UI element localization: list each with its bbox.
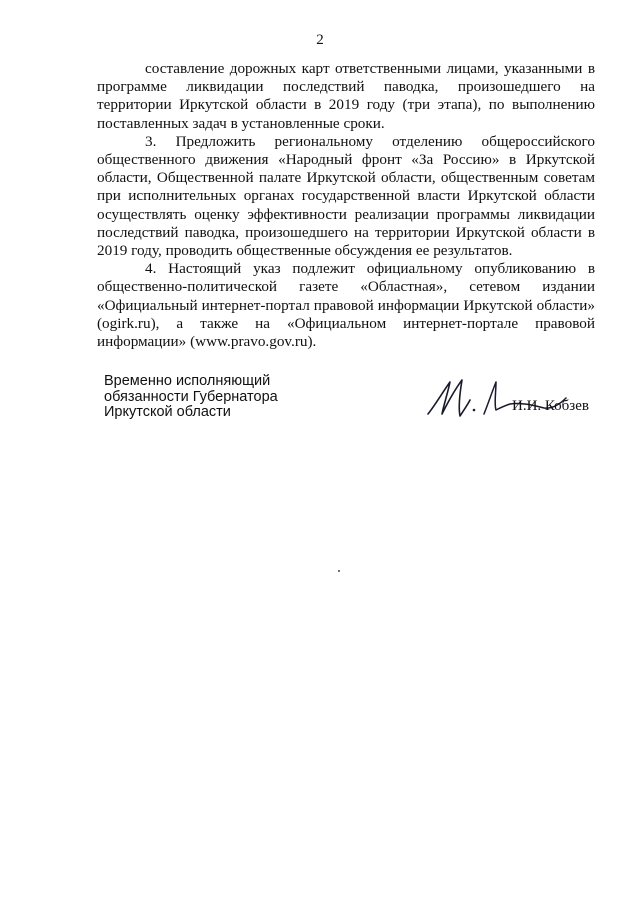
paragraph-item-3: 3. Предложить региональному отделению общероссийского общественного движения «Народный фронт «За Россию» в Иркутской области, Общественной палате Иркутской области, общественным советам при исполнительных органах государственной власти Иркутской области осуществлять оценку эффективности реализации программы ликвидации последствий паводка, произошедшего на территории Иркутской области в 2019 году, проводить общественные обсуждения ее результатов.	[97, 132, 595, 260]
signatory-title-line: Временно исполняющий	[104, 373, 271, 389]
page-number: 2	[316, 32, 324, 48]
paragraph-continuation: составление дорожных карт ответственными лицами, указанными в программе ликвидации последствий паводка, произошедшего на территории Иркутской области в 2019 году (три этапа), по выполнению поставленных задач в установленные сроки.	[97, 60, 595, 132]
scan-speck	[338, 570, 340, 572]
paragraph-item-4: 4. Настоящий указ подлежит официальному опубликованию в общественно-политической газете «Областная», сетевом издании «Официальный интернет-портал правовой информации Иркутской области» (ogirk.ru), а также на «Официальном интернет-портале правовой информации» (www.pravo.gov.ru).	[97, 260, 595, 351]
signatory-title-line: обязанности Губернатора	[104, 388, 278, 405]
document-body	[97, 60, 595, 351]
signatory-title	[104, 374, 278, 421]
signatory-name: И.И. Кобзев	[512, 398, 589, 414]
signatory-title-line: Иркутской области	[104, 404, 231, 420]
